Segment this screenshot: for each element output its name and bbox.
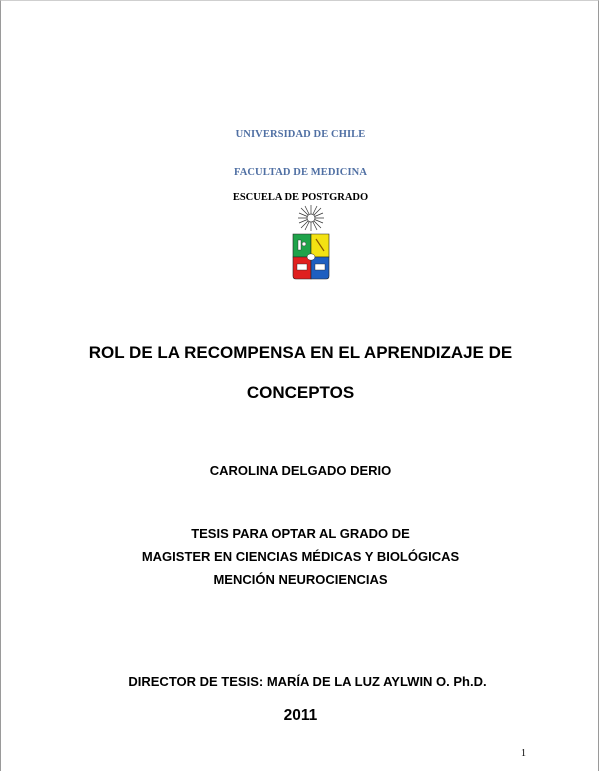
- university-name: UNIVERSIDAD DE CHILE: [235, 129, 366, 140]
- thesis-degree-line-3: MENCIÓN NEUROCIENCIAS: [213, 572, 388, 587]
- thesis-title-line-2: CONCEPTOS: [246, 383, 355, 402]
- thesis-title-line-1: ROL DE LA RECOMPENSA EN EL APRENDIZAJE DE: [88, 343, 513, 362]
- faculty-name: FACULTAD DE MEDICINA: [233, 167, 368, 178]
- thesis-degree-line-2: MAGISTER EN CIENCIAS MÉDICAS Y BIOLÓGICAS: [141, 549, 460, 564]
- university-crest-icon: [288, 203, 334, 281]
- author-name: CAROLINA DELGADO DERIO: [209, 463, 392, 478]
- school-name: ESCUELA DE POSTGRADO: [232, 192, 369, 203]
- page-number: 1: [521, 748, 526, 759]
- thesis-year: 2011: [283, 707, 318, 724]
- thesis-degree-line-1: TESIS PARA OPTAR AL GRADO DE: [191, 526, 410, 541]
- thesis-director: DIRECTOR DE TESIS: MARÍA DE LA LUZ AYLWIN O. Ph.D.: [128, 674, 487, 689]
